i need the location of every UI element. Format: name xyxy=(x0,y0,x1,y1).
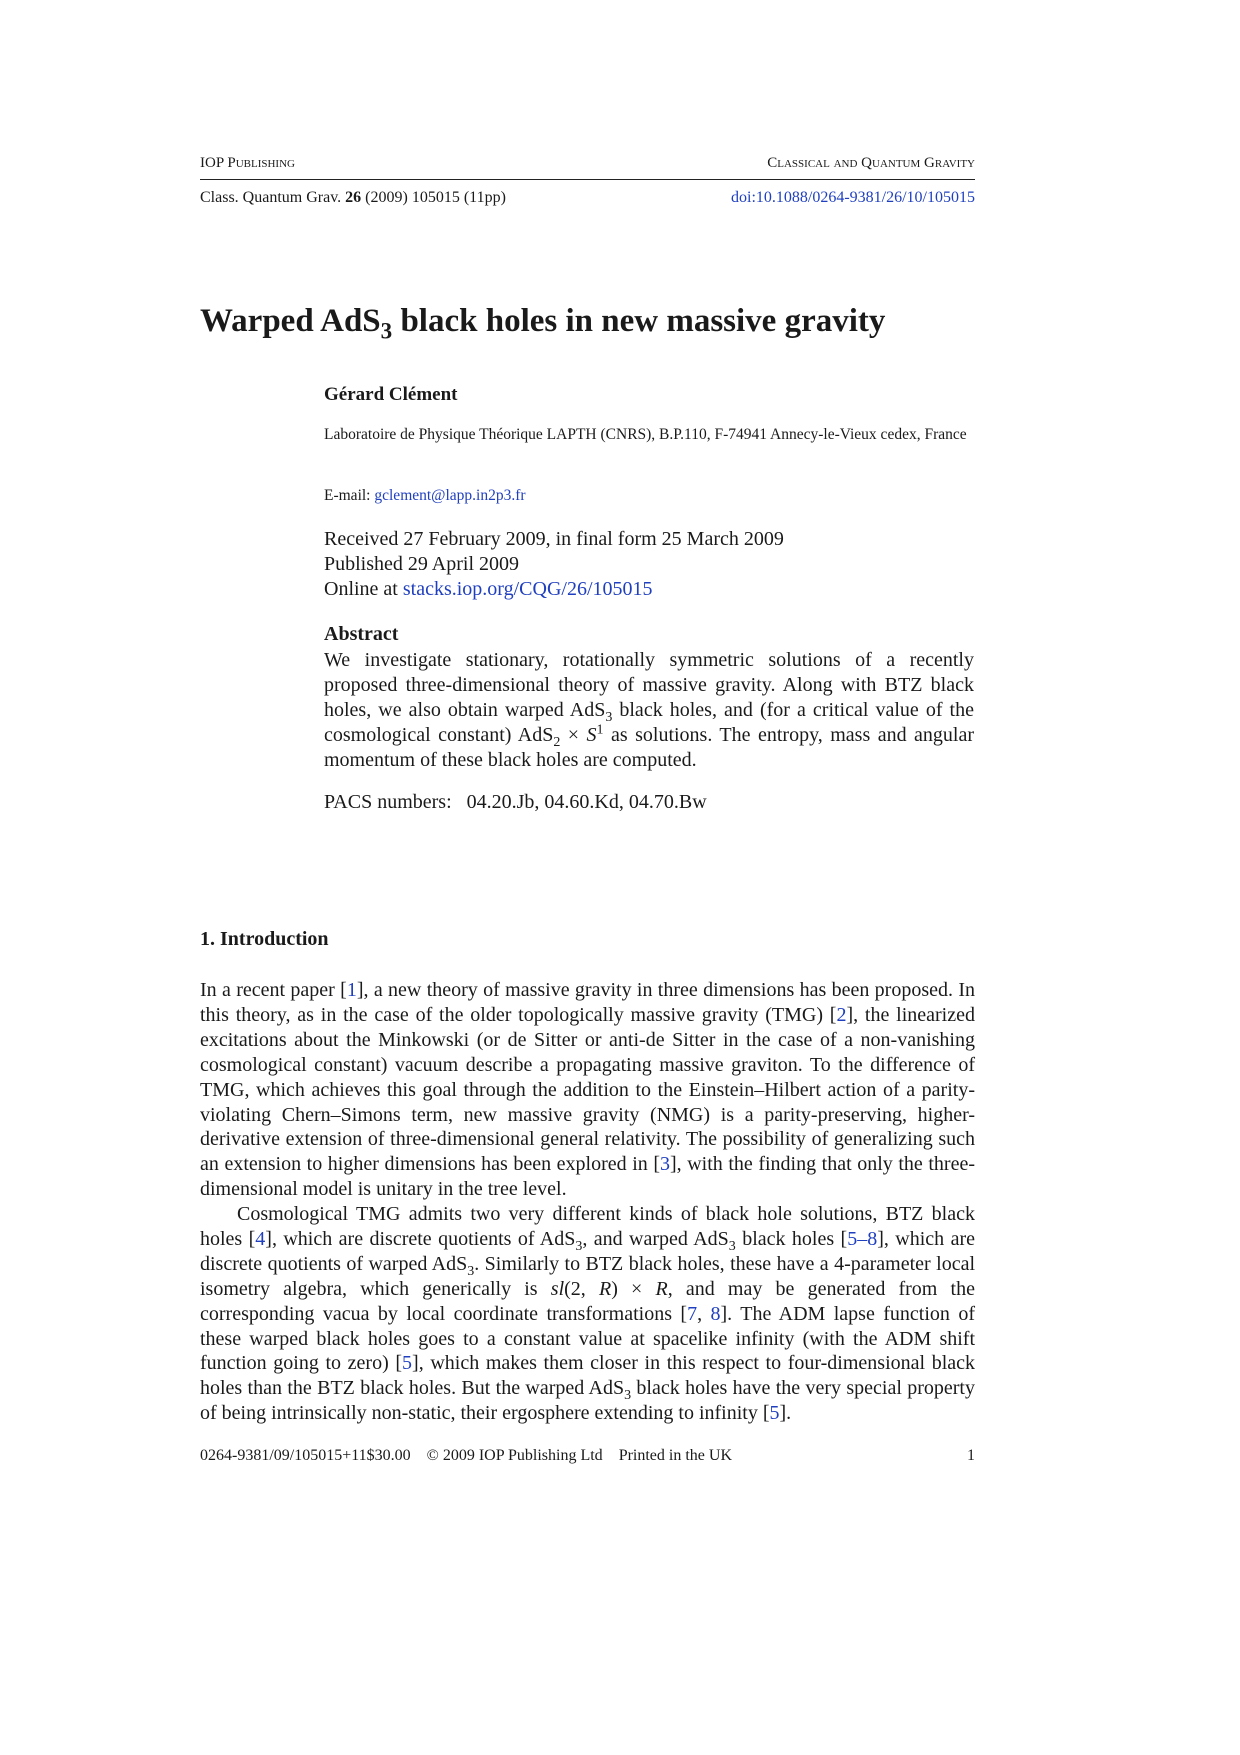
received-date: Received 27 February 2009, in final form 25 March 2009 xyxy=(324,528,784,550)
footer-printed: Printed in the UK xyxy=(618,1447,733,1464)
section-heading-introduction: 1. Introduction xyxy=(200,928,329,950)
pacs-label: PACS numbers: xyxy=(324,791,452,813)
p1-text: ], the linearized excitations about the Minkowski (or de Sitter or anti-de Sitter in the case of a non-vanishing cosmological constant) vacuum describe a propagating massive graviton. To the difference of TMG, which achieves this goal through the addition to the Einstein–Hilbert action of a parity-violating Chern–Simons term, new massive gravity (NMG) is a parity-preserving, higher-derivative extension of three-dimensional general relativity. The possibility of generalizing such an extension to higher dimensions has been explored in [ xyxy=(200,1003,975,1176)
pacs-line xyxy=(324,790,707,815)
abstract-math-s: S xyxy=(586,723,597,746)
p2-math: R xyxy=(598,1277,612,1300)
intro-paragraph-1 xyxy=(200,978,975,1202)
abstract-text-3: × xyxy=(560,723,587,746)
abstract-text-2: black holes, and (for a critical value of the cosmological constant) AdS xyxy=(324,698,974,746)
ref-link-5b[interactable]: 5 xyxy=(769,1402,780,1425)
p2-text: ]. The ADM lapse function of these warped black holes goes to a constant value at spacelike infinity (with the ADM shift function going to zero) [ xyxy=(200,1302,975,1375)
title-subscript: 3 xyxy=(380,317,393,344)
citation-details: (2009) 105015 (11pp) xyxy=(365,189,506,206)
p2-text: , and may be generated from the corresponding vacua by local coordinate transformations [ xyxy=(200,1277,975,1325)
ref-link-5[interactable]: 5 xyxy=(402,1352,413,1375)
ref-link-1[interactable]: 1 xyxy=(346,979,357,1001)
p2-text: Cosmological TMG admits two very different kinds of black hole solutions, BTZ black holes [ xyxy=(200,1203,975,1250)
p2-text: . Similarly to BTZ black holes, these have a 4-parameter local isometry algebra, which generically is xyxy=(200,1252,975,1300)
p2-text: , and warped AdS xyxy=(582,1227,729,1250)
email-label: E-mail: xyxy=(324,487,371,504)
p2-text: , xyxy=(697,1302,711,1325)
p2-text: ], which makes them closer in this respect to four-dimensional black holes than the BTZ black holes. But the warped AdS xyxy=(200,1352,976,1400)
title-text-start: Warped AdS xyxy=(200,303,381,339)
online-url-link[interactable]: stacks.iop.org/CQG/26/105015 xyxy=(402,578,653,600)
header-journal-name: Classical and Quantum Gravity xyxy=(767,155,975,171)
online-line xyxy=(324,577,984,602)
ref-link-8[interactable]: 8 xyxy=(710,1302,721,1325)
author-email-line xyxy=(324,486,526,506)
abstract-sub-1: 3 xyxy=(605,709,613,725)
header-publisher: IOP Publishing xyxy=(200,155,295,171)
paper-title xyxy=(200,303,886,344)
ref-link-7[interactable]: 7 xyxy=(687,1302,698,1325)
abstract-body xyxy=(324,648,974,773)
p2-sub: 3 xyxy=(624,1388,632,1404)
citation-volume: 26 xyxy=(345,189,362,206)
p2-text: black holes have the very special property of being intrinsically non-static, their ergosphere extending to infinity [ xyxy=(200,1377,975,1425)
header-rule xyxy=(200,179,975,180)
intro-paragraph-2 xyxy=(200,1202,975,1426)
footer-copyright: © 2009 IOP Publishing Ltd xyxy=(426,1447,603,1464)
author-name: Gérard Clément xyxy=(324,384,458,405)
online-label: Online at xyxy=(324,578,398,600)
p2-text: ]. xyxy=(779,1402,792,1425)
p2-text: black holes [ xyxy=(735,1227,848,1250)
ref-link-2[interactable]: 2 xyxy=(836,1003,847,1026)
ref-link-4[interactable]: 4 xyxy=(255,1227,266,1250)
abstract-sub-2: 2 xyxy=(553,734,561,750)
footer-issn-price: 0264-9381/09/105015+11$30.00 xyxy=(200,1447,411,1464)
footer-line xyxy=(200,1447,732,1465)
p2-text: ) × xyxy=(611,1277,656,1300)
page-number: 1 xyxy=(967,1447,975,1464)
pacs-values: 04.20.Jb, 04.60.Kd, 04.70.Bw xyxy=(466,791,707,813)
p1-text: In a recent paper [ xyxy=(200,979,347,1001)
abstract-text-1: We investigate stationary, rotationally symmetric solutions of a recently proposed three-dimensional theory of massive gravity. Along with BTZ black holes, we also obtain warped AdS xyxy=(324,649,974,721)
p1-text: ], a new theory of massive gravity in three dimensions has been proposed. In this theory, as in the case of the older topologically massive gravity (TMG) [ xyxy=(200,979,975,1026)
doi-link[interactable]: doi:10.1088/0264-9381/26/10/105015 xyxy=(731,189,975,206)
ref-link-3[interactable]: 3 xyxy=(659,1153,670,1176)
title-text-end: black holes in new massive gravity xyxy=(392,303,886,339)
abstract-sup: 1 xyxy=(596,722,604,738)
p2-text: ], which are discrete quotients of AdS xyxy=(265,1227,576,1250)
published-date: Published 29 April 2009 xyxy=(324,553,520,575)
p2-math: sl xyxy=(550,1277,565,1300)
p2-text: ], which are discrete quotients of warped AdS xyxy=(200,1227,975,1275)
p2-sub: 3 xyxy=(575,1238,583,1254)
citation-journal: Class. Quantum Grav. xyxy=(200,189,342,206)
publication-dates xyxy=(324,527,984,602)
p2-math: R xyxy=(655,1277,668,1300)
p1-text: ], with the finding that only the three-dimensional model is unitary in the tree level. xyxy=(200,1153,975,1201)
abstract-heading: Abstract xyxy=(324,623,399,645)
p2-text: (2, xyxy=(564,1277,599,1300)
email-link[interactable]: gclement@lapp.in2p3.fr xyxy=(374,487,526,504)
abstract-text-4: as solutions. The entropy, mass and angular momentum of these black holes are computed. xyxy=(324,723,974,771)
author-affiliation: Laboratoire de Physique Théorique LAPTH (CNRS), B.P.110, F-74941 Annecy-le-Vieux cedex, France xyxy=(324,426,967,443)
p2-sub: 3 xyxy=(728,1238,736,1254)
ref-link-5-8[interactable]: 5–8 xyxy=(847,1227,878,1250)
p2-sub: 3 xyxy=(467,1263,475,1279)
header-citation xyxy=(200,189,506,207)
